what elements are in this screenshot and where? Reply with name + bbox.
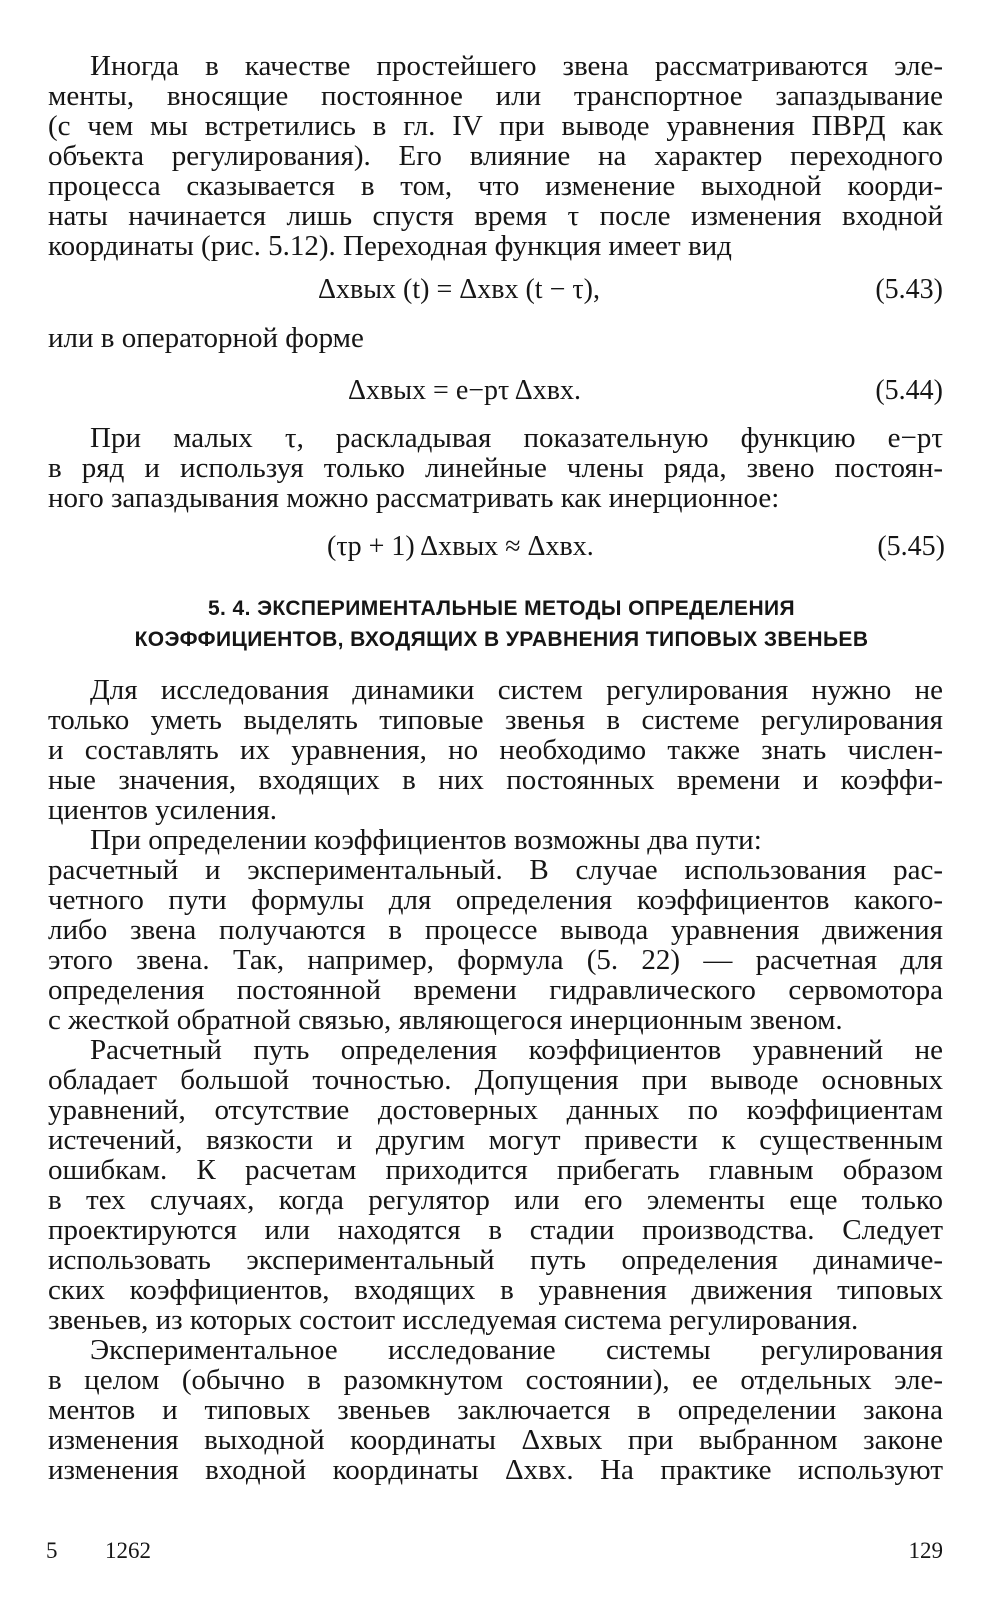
text-line: Расчетный путь определения коэффициентов уравнений не	[90, 1034, 943, 1066]
text-line: в ряд и используя только линейные члены ряда, звено постоян-	[48, 452, 943, 484]
text-line: При определении коэффициентов возможны два пути:	[90, 824, 762, 856]
equation-number: (5.44)	[875, 375, 943, 406]
text-line: Для исследования динамики систем регулирования нужно не	[90, 674, 943, 706]
text-line: Экспериментальное исследование системы регулирования	[90, 1334, 943, 1366]
text-line: звеньев, из которых состоит исследуемая система регулирования.	[48, 1304, 859, 1336]
text-line: в тех случаях, когда регулятор или его элементы еще только	[48, 1184, 943, 1216]
equation-number: (5.43)	[875, 274, 943, 305]
text-line: или в операторной форме	[48, 322, 364, 354]
equation-number: (5.45)	[877, 531, 945, 562]
section-heading: КОЭФФИЦИЕНТОВ, ВХОДЯЩИХ В УРАВНЕНИЯ ТИПОВЫХ ЗВЕНЬЕВ	[134, 628, 869, 651]
text-line: координаты (рис. 5.12). Переходная функция имеет вид	[48, 230, 732, 262]
signature-mark: 5	[46, 1538, 58, 1563]
text-line: процесса сказывается в том, что изменение выходной коорди-	[48, 170, 943, 202]
text-line: уравнений, отсутствие достоверных данных по коэффициентам	[48, 1094, 943, 1126]
text-line: и составлять их уравнения, но необходимо также знать числен-	[48, 734, 943, 766]
page-number: 129	[908, 1538, 943, 1563]
text-line: менты, вносящие постоянное или транспортное запаздывание	[48, 80, 943, 112]
text-line: ного запаздывания можно рассматривать как инерционное:	[48, 482, 780, 514]
text-line: изменения выходной координаты Δxвых при выбранном законе	[48, 1424, 943, 1456]
text-line: изменения входной координаты Δxвх. На практике используют	[48, 1454, 943, 1486]
equation-5-43: Δxвых (t) = Δxвх (t − τ),	[318, 274, 600, 305]
section-heading: 5. 4. ЭКСПЕРИМЕНТАЛЬНЫЕ МЕТОДЫ ОПРЕДЕЛЕНИЯ	[207, 597, 796, 620]
equation-5-45: (τp + 1) Δxвых ≈ Δxвх.	[327, 531, 594, 562]
text-line: ментов и типовых звеньев заключается в определении закона	[48, 1394, 943, 1426]
text-line: ные значения, входящих в них постоянных времени и коэффи-	[48, 764, 943, 796]
text-line: ских коэффициентов, входящих в уравнения движения типовых	[48, 1274, 943, 1306]
text-line: истечений, вязкости и другим могут привести к существенным	[48, 1124, 943, 1156]
text-line: либо звена получаются в процессе вывода уравнения движения	[48, 914, 943, 946]
text-line: расчетный и экспериментальный. В случае использования рас-	[48, 854, 943, 886]
text-line: этого звена. Так, например, формула (5. 22) — расчетная для	[48, 944, 943, 976]
text-line: (с чем мы встретились в гл. IV при выводе уравнения ПВРД как	[48, 110, 943, 142]
text-line: ошибкам. К расчетам приходится прибегать главным образом	[48, 1154, 943, 1186]
text-line: Иногда в качестве простейшего звена рассматриваются эле-	[90, 50, 943, 82]
text-line: четного пути формулы для определения коэффициентов какого-	[48, 884, 943, 916]
equation-5-44: Δxвых = e−pτ Δxвх.	[348, 375, 581, 406]
text-line: циентов усиления.	[48, 794, 278, 826]
text-line: наты начинается лишь спустя время τ после изменения входной	[48, 200, 943, 232]
text-line: обладает большой точностью. Допущения при выводе основных	[48, 1064, 943, 1096]
text-line: объекта регулирования). Его влияние на характер переходного	[48, 140, 943, 172]
text-line: в целом (обычно в разомкнутом состоянии), ее отдельных эле-	[48, 1364, 943, 1396]
text-line: с жесткой обратной связью, являющегося инерционным звеном.	[48, 1004, 843, 1036]
text-line: определения постоянной времени гидравлического сервомотора	[48, 974, 943, 1006]
text-line: использовать экспериментальный путь определения динамиче-	[48, 1244, 943, 1276]
text-line: только уметь выделять типовые звенья в системе регулирования	[48, 704, 943, 736]
text-line: При малых τ, раскладывая показательную функцию e−pτ	[90, 422, 943, 454]
print-order-number: 1262	[105, 1538, 151, 1563]
text-line: проектируются или находятся в стадии производства. Следует	[48, 1214, 943, 1246]
